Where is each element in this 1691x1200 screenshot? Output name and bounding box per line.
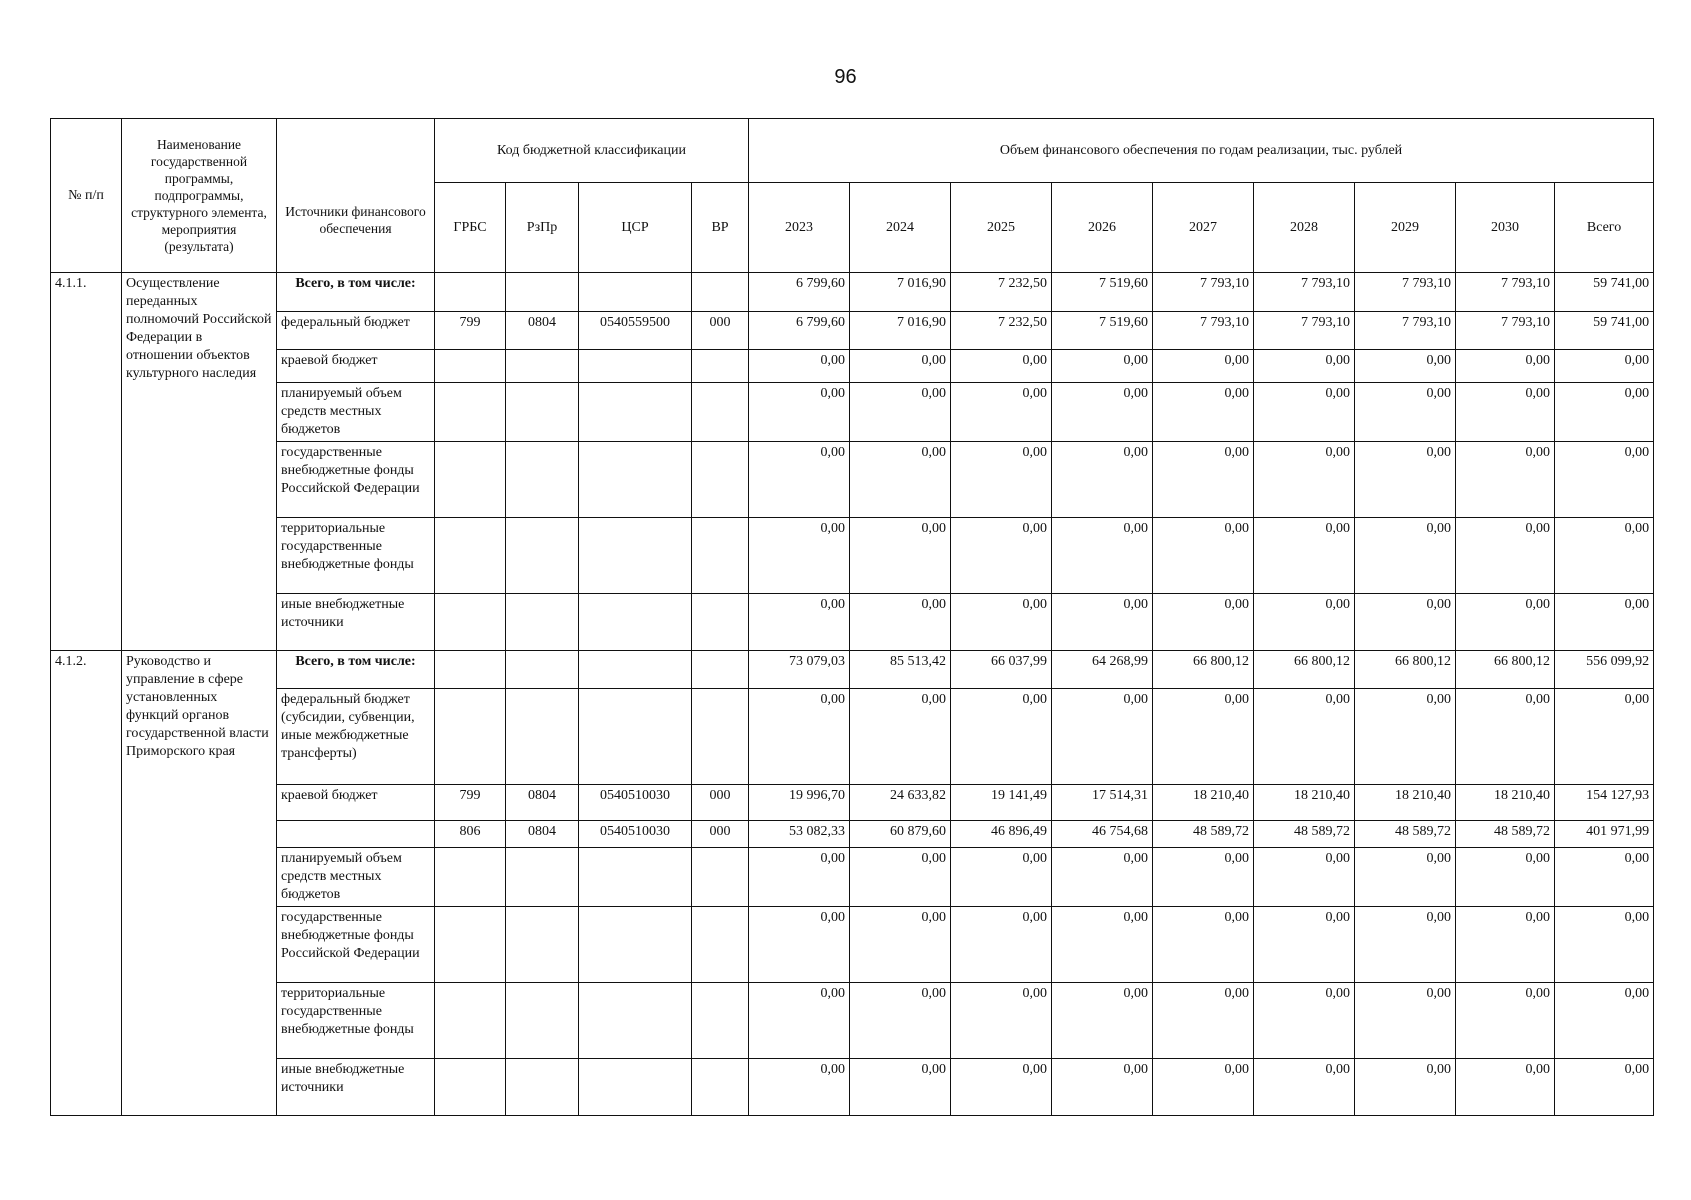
value-cell: 0,00 bbox=[1254, 442, 1355, 518]
code-vr-cell bbox=[692, 689, 749, 785]
value-cell: 0,00 bbox=[1052, 350, 1153, 383]
value-cell: 0,00 bbox=[1456, 848, 1555, 907]
value-cell: 0,00 bbox=[1052, 1059, 1153, 1116]
item-number: 4.1.1. bbox=[51, 273, 122, 651]
code-csr-cell bbox=[579, 1059, 692, 1116]
total-cell: 0,00 bbox=[1555, 383, 1654, 442]
code-rzpr-cell bbox=[506, 848, 579, 907]
value-cell: 0,00 bbox=[1355, 1059, 1456, 1116]
source-cell: государственные внебюджетные фонды Российской Федерации bbox=[277, 442, 435, 518]
code-rzpr-cell bbox=[506, 350, 579, 383]
value-cell: 7 519,60 bbox=[1052, 312, 1153, 350]
table-row bbox=[51, 312, 1654, 350]
table-row bbox=[51, 689, 1654, 785]
value-cell: 7 793,10 bbox=[1254, 312, 1355, 350]
code-vr-cell bbox=[692, 983, 749, 1059]
source-cell: территориальные государственные внебюджетные фонды bbox=[277, 983, 435, 1059]
value-cell: 7 793,10 bbox=[1153, 273, 1254, 312]
total-cell: 0,00 bbox=[1555, 1059, 1654, 1116]
value-cell: 0,00 bbox=[951, 848, 1052, 907]
code-vr-cell bbox=[692, 442, 749, 518]
table-row bbox=[51, 594, 1654, 651]
value-cell: 66 800,12 bbox=[1355, 651, 1456, 689]
value-cell: 0,00 bbox=[951, 983, 1052, 1059]
value-cell: 0,00 bbox=[1052, 848, 1153, 907]
header-year-2023: 2023 bbox=[749, 183, 850, 273]
value-cell: 7 793,10 bbox=[1254, 273, 1355, 312]
value-cell: 66 037,99 bbox=[951, 651, 1052, 689]
total-cell: 154 127,93 bbox=[1555, 785, 1654, 821]
value-cell: 0,00 bbox=[951, 518, 1052, 594]
value-cell: 0,00 bbox=[1254, 518, 1355, 594]
value-cell: 0,00 bbox=[1254, 383, 1355, 442]
value-cell: 0,00 bbox=[1153, 442, 1254, 518]
value-cell: 7 016,90 bbox=[850, 312, 951, 350]
code-rzpr-cell bbox=[506, 518, 579, 594]
table-header bbox=[51, 119, 1654, 273]
value-cell: 73 079,03 bbox=[749, 651, 850, 689]
value-cell: 66 800,12 bbox=[1153, 651, 1254, 689]
value-cell: 7 793,10 bbox=[1355, 273, 1456, 312]
value-cell: 7 519,60 bbox=[1052, 273, 1153, 312]
source-cell: Всего, в том числе: bbox=[277, 651, 435, 689]
value-cell: 0,00 bbox=[850, 442, 951, 518]
header-year-2026: 2026 bbox=[1052, 183, 1153, 273]
table-row bbox=[51, 1059, 1654, 1116]
header-year-2029: 2029 bbox=[1355, 183, 1456, 273]
value-cell: 18 210,40 bbox=[1456, 785, 1555, 821]
header-year-2024: 2024 bbox=[850, 183, 951, 273]
total-cell: 0,00 bbox=[1555, 907, 1654, 983]
value-cell: 0,00 bbox=[951, 350, 1052, 383]
page-number: 96 bbox=[834, 66, 857, 88]
value-cell: 0,00 bbox=[850, 983, 951, 1059]
code-csr-cell bbox=[579, 350, 692, 383]
source-cell: планируемый объем средств местных бюджетов bbox=[277, 383, 435, 442]
item-number: 4.1.2. bbox=[51, 651, 122, 1116]
source-cell: планируемый объем средств местных бюджетов bbox=[277, 848, 435, 907]
value-cell: 0,00 bbox=[1456, 907, 1555, 983]
value-cell: 0,00 bbox=[749, 350, 850, 383]
code-csr-cell bbox=[579, 689, 692, 785]
value-cell: 0,00 bbox=[1153, 594, 1254, 651]
value-cell: 0,00 bbox=[1456, 442, 1555, 518]
value-cell: 0,00 bbox=[1254, 689, 1355, 785]
source-cell: федеральный бюджет bbox=[277, 312, 435, 350]
value-cell: 0,00 bbox=[1153, 350, 1254, 383]
value-cell: 0,00 bbox=[1153, 383, 1254, 442]
value-cell: 0,00 bbox=[951, 689, 1052, 785]
value-cell: 0,00 bbox=[749, 907, 850, 983]
total-cell: 0,00 bbox=[1555, 594, 1654, 651]
code-csr-cell: 0540510030 bbox=[579, 785, 692, 821]
total-cell: 556 099,92 bbox=[1555, 651, 1654, 689]
value-cell: 48 589,72 bbox=[1153, 821, 1254, 848]
source-cell: краевой бюджет bbox=[277, 785, 435, 821]
table-row bbox=[51, 518, 1654, 594]
code-grbs-cell bbox=[435, 907, 506, 983]
code-grbs-cell bbox=[435, 689, 506, 785]
source-cell: Всего, в том числе: bbox=[277, 273, 435, 312]
code-grbs-cell bbox=[435, 848, 506, 907]
code-vr-cell bbox=[692, 383, 749, 442]
total-cell: 0,00 bbox=[1555, 983, 1654, 1059]
value-cell: 0,00 bbox=[1153, 848, 1254, 907]
code-grbs-cell: 799 bbox=[435, 312, 506, 350]
code-csr-cell bbox=[579, 983, 692, 1059]
code-rzpr-cell bbox=[506, 273, 579, 312]
code-grbs-cell bbox=[435, 983, 506, 1059]
value-cell: 18 210,40 bbox=[1153, 785, 1254, 821]
code-csr-cell bbox=[579, 383, 692, 442]
value-cell: 0,00 bbox=[850, 1059, 951, 1116]
value-cell: 0,00 bbox=[749, 518, 850, 594]
financing-table bbox=[50, 118, 1654, 1116]
code-grbs-cell: 806 bbox=[435, 821, 506, 848]
source-cell bbox=[277, 821, 435, 848]
value-cell: 17 514,31 bbox=[1052, 785, 1153, 821]
code-vr-cell bbox=[692, 594, 749, 651]
value-cell: 0,00 bbox=[1456, 594, 1555, 651]
total-cell: 401 971,99 bbox=[1555, 821, 1654, 848]
value-cell: 48 589,72 bbox=[1355, 821, 1456, 848]
value-cell: 0,00 bbox=[749, 442, 850, 518]
header-volume-group: Объем финансового обеспечения по годам реализации, тыс. рублей bbox=[749, 119, 1654, 183]
code-rzpr-cell bbox=[506, 594, 579, 651]
value-cell: 0,00 bbox=[951, 442, 1052, 518]
value-cell: 0,00 bbox=[1052, 983, 1153, 1059]
table-row bbox=[51, 785, 1654, 821]
code-grbs-cell bbox=[435, 651, 506, 689]
value-cell: 85 513,42 bbox=[850, 651, 951, 689]
value-cell: 0,00 bbox=[749, 1059, 850, 1116]
value-cell: 64 268,99 bbox=[1052, 651, 1153, 689]
value-cell: 0,00 bbox=[951, 594, 1052, 651]
source-cell: федеральный бюджет (субсидии, субвенции, иные межбюджетные трансферты) bbox=[277, 689, 435, 785]
code-vr-cell: 000 bbox=[692, 785, 749, 821]
value-cell: 0,00 bbox=[1355, 350, 1456, 383]
value-cell: 0,00 bbox=[1254, 907, 1355, 983]
value-cell: 0,00 bbox=[1052, 518, 1153, 594]
value-cell: 0,00 bbox=[1254, 1059, 1355, 1116]
header-code-group: Код бюджетной классификации bbox=[435, 119, 749, 183]
code-rzpr-cell: 0804 bbox=[506, 312, 579, 350]
value-cell: 0,00 bbox=[1355, 518, 1456, 594]
table-row bbox=[51, 907, 1654, 983]
item-name: Осуществление переданных полномочий Российской Федерации в отношении объектов культурного наследия bbox=[122, 273, 277, 651]
code-grbs-cell bbox=[435, 273, 506, 312]
value-cell: 0,00 bbox=[749, 383, 850, 442]
code-rzpr-cell bbox=[506, 689, 579, 785]
value-cell: 60 879,60 bbox=[850, 821, 951, 848]
source-cell: иные внебюджетные источники bbox=[277, 594, 435, 651]
header-year-2025: 2025 bbox=[951, 183, 1052, 273]
value-cell: 18 210,40 bbox=[1254, 785, 1355, 821]
value-cell: 0,00 bbox=[1153, 1059, 1254, 1116]
value-cell: 0,00 bbox=[951, 1059, 1052, 1116]
value-cell: 48 589,72 bbox=[1254, 821, 1355, 848]
header-code-vr: ВР bbox=[692, 183, 749, 273]
total-cell: 59 741,00 bbox=[1555, 273, 1654, 312]
value-cell: 0,00 bbox=[1456, 383, 1555, 442]
code-rzpr-cell bbox=[506, 442, 579, 518]
value-cell: 0,00 bbox=[1153, 983, 1254, 1059]
table-row bbox=[51, 442, 1654, 518]
value-cell: 66 800,12 bbox=[1456, 651, 1555, 689]
header-code-csr: ЦСР bbox=[579, 183, 692, 273]
value-cell: 7 232,50 bbox=[951, 312, 1052, 350]
code-grbs-cell bbox=[435, 1059, 506, 1116]
code-csr-cell bbox=[579, 907, 692, 983]
code-csr-cell bbox=[579, 651, 692, 689]
value-cell: 0,00 bbox=[850, 350, 951, 383]
value-cell: 0,00 bbox=[1355, 689, 1456, 785]
value-cell: 53 082,33 bbox=[749, 821, 850, 848]
value-cell: 0,00 bbox=[1355, 383, 1456, 442]
table-row bbox=[51, 350, 1654, 383]
code-rzpr-cell: 0804 bbox=[506, 821, 579, 848]
code-rzpr-cell bbox=[506, 907, 579, 983]
code-vr-cell: 000 bbox=[692, 821, 749, 848]
value-cell: 0,00 bbox=[951, 383, 1052, 442]
value-cell: 0,00 bbox=[1052, 689, 1153, 785]
value-cell: 0,00 bbox=[850, 518, 951, 594]
header-sources: Источники финансового обеспечения bbox=[277, 119, 435, 273]
code-vr-cell bbox=[692, 907, 749, 983]
header-code-grbs: ГРБС bbox=[435, 183, 506, 273]
header-year-2030: 2030 bbox=[1456, 183, 1555, 273]
value-cell: 19 996,70 bbox=[749, 785, 850, 821]
value-cell: 48 589,72 bbox=[1456, 821, 1555, 848]
value-cell: 0,00 bbox=[1456, 689, 1555, 785]
item-name: Руководство и управление в сфере установленных функций органов государственной власти Приморского края bbox=[122, 651, 277, 1116]
table-row bbox=[51, 273, 1654, 312]
value-cell: 0,00 bbox=[749, 983, 850, 1059]
code-vr-cell bbox=[692, 350, 749, 383]
code-rzpr-cell: 0804 bbox=[506, 785, 579, 821]
code-csr-cell: 0540510030 bbox=[579, 821, 692, 848]
header-year-2027: 2027 bbox=[1153, 183, 1254, 273]
value-cell: 0,00 bbox=[1456, 983, 1555, 1059]
value-cell: 46 896,49 bbox=[951, 821, 1052, 848]
total-cell: 0,00 bbox=[1555, 848, 1654, 907]
code-csr-cell bbox=[579, 594, 692, 651]
value-cell: 0,00 bbox=[749, 848, 850, 907]
code-rzpr-cell bbox=[506, 651, 579, 689]
value-cell: 18 210,40 bbox=[1355, 785, 1456, 821]
value-cell: 0,00 bbox=[1153, 907, 1254, 983]
value-cell: 0,00 bbox=[749, 689, 850, 785]
value-cell: 6 799,60 bbox=[749, 273, 850, 312]
value-cell: 0,00 bbox=[1355, 442, 1456, 518]
code-grbs-cell bbox=[435, 518, 506, 594]
value-cell: 0,00 bbox=[1355, 594, 1456, 651]
value-cell: 7 793,10 bbox=[1456, 312, 1555, 350]
table-row bbox=[51, 383, 1654, 442]
total-cell: 0,00 bbox=[1555, 689, 1654, 785]
value-cell: 0,00 bbox=[1254, 848, 1355, 907]
value-cell: 0,00 bbox=[1456, 1059, 1555, 1116]
table-row bbox=[51, 983, 1654, 1059]
code-vr-cell bbox=[692, 848, 749, 907]
value-cell: 24 633,82 bbox=[850, 785, 951, 821]
code-grbs-cell bbox=[435, 350, 506, 383]
value-cell: 0,00 bbox=[1153, 689, 1254, 785]
value-cell: 46 754,68 bbox=[1052, 821, 1153, 848]
code-rzpr-cell bbox=[506, 383, 579, 442]
code-csr-cell bbox=[579, 273, 692, 312]
value-cell: 66 800,12 bbox=[1254, 651, 1355, 689]
source-cell: краевой бюджет bbox=[277, 350, 435, 383]
table-row bbox=[51, 821, 1654, 848]
value-cell: 0,00 bbox=[1355, 848, 1456, 907]
header-total: Всего bbox=[1555, 183, 1654, 273]
source-cell: территориальные государственные внебюджетные фонды bbox=[277, 518, 435, 594]
code-csr-cell: 0540559500 bbox=[579, 312, 692, 350]
value-cell: 0,00 bbox=[850, 383, 951, 442]
code-vr-cell bbox=[692, 273, 749, 312]
value-cell: 0,00 bbox=[1052, 594, 1153, 651]
value-cell: 0,00 bbox=[1052, 383, 1153, 442]
header-num: № п/п bbox=[51, 119, 122, 273]
code-grbs-cell: 799 bbox=[435, 785, 506, 821]
header-code-rzpr: РзПр bbox=[506, 183, 579, 273]
value-cell: 0,00 bbox=[951, 907, 1052, 983]
value-cell: 0,00 bbox=[1456, 518, 1555, 594]
code-grbs-cell bbox=[435, 594, 506, 651]
value-cell: 7 793,10 bbox=[1456, 273, 1555, 312]
value-cell: 0,00 bbox=[749, 594, 850, 651]
header-year-2028: 2028 bbox=[1254, 183, 1355, 273]
total-cell: 0,00 bbox=[1555, 518, 1654, 594]
value-cell: 19 141,49 bbox=[951, 785, 1052, 821]
value-cell: 0,00 bbox=[850, 848, 951, 907]
code-vr-cell: 000 bbox=[692, 312, 749, 350]
code-csr-cell bbox=[579, 518, 692, 594]
value-cell: 0,00 bbox=[1254, 594, 1355, 651]
value-cell: 7 793,10 bbox=[1153, 312, 1254, 350]
code-grbs-cell bbox=[435, 442, 506, 518]
code-rzpr-cell bbox=[506, 983, 579, 1059]
code-csr-cell bbox=[579, 848, 692, 907]
total-cell: 59 741,00 bbox=[1555, 312, 1654, 350]
value-cell: 0,00 bbox=[1254, 983, 1355, 1059]
code-rzpr-cell bbox=[506, 1059, 579, 1116]
total-cell: 0,00 bbox=[1555, 350, 1654, 383]
source-cell: государственные внебюджетные фонды Российской Федерации bbox=[277, 907, 435, 983]
code-vr-cell bbox=[692, 1059, 749, 1116]
table-row bbox=[51, 651, 1654, 689]
code-csr-cell bbox=[579, 442, 692, 518]
value-cell: 0,00 bbox=[1052, 907, 1153, 983]
value-cell: 6 799,60 bbox=[749, 312, 850, 350]
header-name: Наименование государственной программы, подпрограммы, структурного элемента, мероприятия (результата) bbox=[122, 119, 277, 273]
value-cell: 0,00 bbox=[850, 689, 951, 785]
value-cell: 0,00 bbox=[1052, 442, 1153, 518]
code-grbs-cell bbox=[435, 383, 506, 442]
value-cell: 7 232,50 bbox=[951, 273, 1052, 312]
code-vr-cell bbox=[692, 518, 749, 594]
source-cell: иные внебюджетные источники bbox=[277, 1059, 435, 1116]
total-cell: 0,00 bbox=[1555, 442, 1654, 518]
value-cell: 0,00 bbox=[1153, 518, 1254, 594]
value-cell: 0,00 bbox=[850, 594, 951, 651]
table-body bbox=[51, 273, 1654, 1116]
value-cell: 0,00 bbox=[1355, 907, 1456, 983]
code-vr-cell bbox=[692, 651, 749, 689]
value-cell: 0,00 bbox=[1254, 350, 1355, 383]
value-cell: 0,00 bbox=[1456, 350, 1555, 383]
value-cell: 7 793,10 bbox=[1355, 312, 1456, 350]
value-cell: 0,00 bbox=[1355, 983, 1456, 1059]
value-cell: 7 016,90 bbox=[850, 273, 951, 312]
table-row bbox=[51, 848, 1654, 907]
value-cell: 0,00 bbox=[850, 907, 951, 983]
